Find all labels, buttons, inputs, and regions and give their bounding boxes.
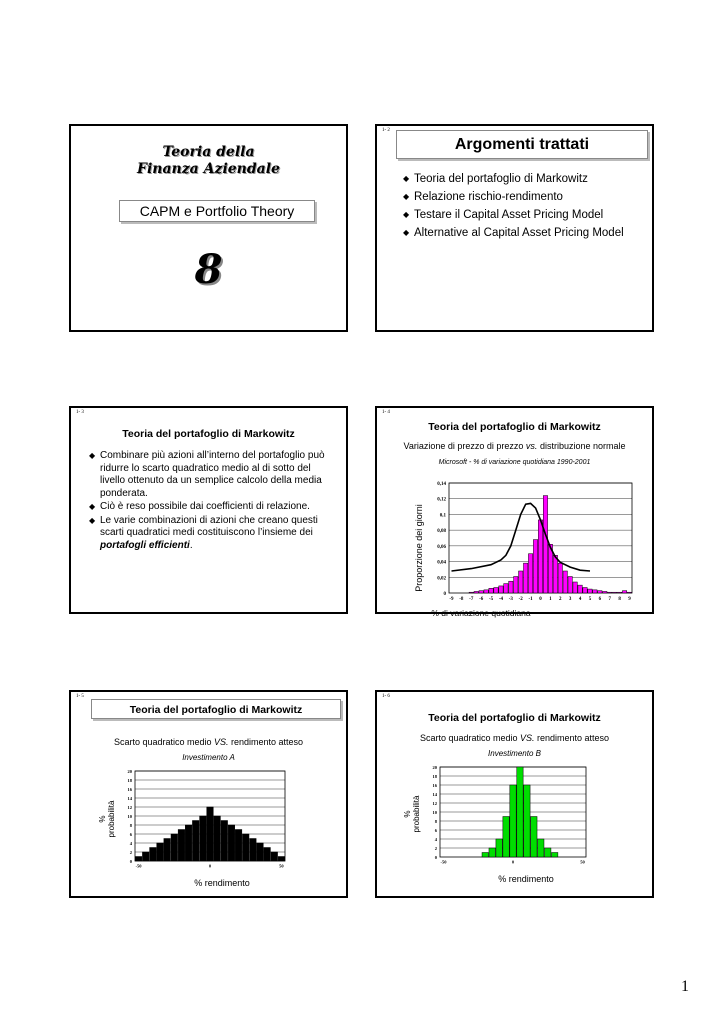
y-tick-label: 10 — [432, 810, 437, 815]
y-tick-label: 16 — [127, 787, 132, 792]
bar — [228, 825, 235, 861]
y-tick-label: 0 — [434, 855, 437, 860]
bar — [531, 817, 537, 858]
bar — [200, 816, 207, 861]
bar — [494, 588, 498, 594]
bar — [482, 853, 488, 858]
y-tick-label: 12 — [127, 805, 132, 810]
y-tick-label: 14 — [127, 796, 132, 801]
x-tick-label: 0 — [208, 863, 212, 869]
slide-5-subtitle: Scarto quadratico medio VS. rendimento atteso — [113, 737, 304, 747]
y-tick-label: 4 — [129, 841, 132, 846]
bar — [588, 589, 592, 593]
bar — [489, 588, 493, 593]
list-item: ◆ Testare il Capital Asset Pricing Model — [403, 206, 624, 224]
bar — [489, 848, 495, 857]
bar — [496, 839, 502, 857]
bar — [523, 563, 527, 593]
slide-2-topic-list — [403, 170, 624, 242]
bar — [484, 590, 488, 593]
x-tick-label: 3 — [568, 597, 572, 602]
x-tick-label: 1 — [549, 597, 552, 602]
x-tick-label: -50 — [135, 863, 142, 869]
bar — [221, 821, 228, 862]
bar — [135, 857, 142, 862]
slide-5 — [69, 690, 348, 898]
slide-2-title: Argomenti trattati — [454, 136, 590, 153]
bar — [185, 825, 192, 861]
y-tick-label: 0,14 — [437, 482, 446, 487]
bar — [598, 591, 602, 593]
slide-1-subtitle-box — [119, 200, 315, 222]
bar — [608, 592, 612, 593]
bar — [264, 848, 271, 862]
x-tick-label: 50 — [279, 863, 284, 869]
bar — [235, 830, 242, 862]
x-tick-label: -2 — [518, 597, 523, 602]
bar — [538, 839, 544, 857]
y-tick-label: 16 — [432, 783, 437, 788]
x-axis-label: % di variazione quotidiana — [431, 608, 531, 618]
bar — [469, 592, 473, 593]
y-tick-label: 6 — [434, 828, 437, 833]
diamond-bullet-icon: ◆ — [403, 210, 410, 219]
x-tick-label: 9 — [628, 597, 631, 602]
y-tick-label: 20 — [432, 765, 437, 770]
list-item: ◆ Le varie combinazioni di azioni che creano questi scarti quadratici medi costituiscono l’insieme dei portafogli efficienti. — [89, 514, 318, 551]
slide-4-title: Teoria del portafoglio di Markowitz — [428, 421, 601, 433]
bar — [242, 834, 249, 861]
slide-4-subtitle: Variazione di prezzo di prezzo vs. distribuzione normale — [403, 441, 626, 451]
diamond-bullet-icon: ◆ — [403, 192, 410, 201]
bar — [627, 592, 631, 593]
y-tick-label: 0,06 — [437, 544, 446, 550]
diamond-bullet-icon: ◆ — [89, 502, 96, 511]
y-axis-label: Proporzione dei giorni — [414, 504, 424, 592]
x-tick-label: 5 — [588, 597, 592, 602]
x-tick-label: 0 — [511, 859, 515, 865]
bar — [150, 848, 157, 862]
y-tick-label: 20 — [127, 769, 132, 774]
x-tick-label: 6 — [598, 597, 602, 602]
x-tick-label: -6 — [479, 597, 484, 602]
diamond-bullet-icon: ◆ — [89, 515, 96, 525]
x-tick-label: 2 — [559, 597, 562, 602]
bar — [499, 586, 503, 593]
bar — [278, 857, 285, 862]
bar — [514, 577, 518, 594]
x-tick-label: 7 — [608, 597, 611, 602]
list-item: ◆ Teoria del portafoglio di Markowitz — [403, 170, 624, 188]
diamond-bullet-icon: ◆ — [403, 228, 410, 237]
bar — [553, 555, 557, 593]
x-tick-label: -5 — [488, 597, 494, 602]
investment-b-histogram — [377, 762, 652, 892]
bar — [545, 848, 551, 857]
bar — [573, 582, 577, 593]
y-tick-label: 0 — [129, 859, 132, 864]
slide-3-title: Teoria del portafoglio di Markowitz — [122, 428, 295, 440]
y-tick-label: 14 — [432, 792, 437, 797]
x-tick-label: -7 — [469, 597, 474, 602]
bar — [538, 520, 542, 593]
y-tick-label: 0,04 — [437, 560, 446, 566]
y-tick-label: 12 — [432, 801, 437, 806]
y-tick-label: 0,08 — [437, 529, 446, 535]
bar — [613, 592, 617, 593]
bar — [543, 496, 547, 593]
bar — [192, 821, 199, 862]
y-tick-label: 8 — [434, 819, 437, 824]
slide-4-number: 1- 4 — [382, 410, 390, 415]
page-number: 1 — [681, 978, 689, 995]
bar — [257, 843, 264, 861]
slide-3 — [69, 406, 348, 614]
slide-5-title-box — [91, 699, 341, 719]
bar — [552, 853, 558, 858]
x-tick-label: -8 — [459, 597, 464, 602]
bar — [583, 588, 587, 594]
bar — [519, 571, 523, 593]
x-tick-label: 50 — [580, 859, 585, 865]
x-tick-label: -50 — [440, 859, 447, 865]
bar — [528, 554, 532, 593]
diamond-bullet-icon: ◆ — [89, 451, 96, 460]
x-tick-label: 8 — [618, 597, 621, 602]
slide-3-bullets — [89, 450, 337, 552]
x-axis-label: % rendimento — [194, 878, 250, 888]
slide-6-caption: Investimento B — [488, 749, 541, 758]
efficient-portfolios-term: portafogli efficienti — [100, 539, 190, 551]
bar — [271, 852, 278, 861]
list-item: ◆ Alternative al Capital Asset Pricing Model — [403, 224, 624, 242]
y-tick-label: 2 — [434, 846, 437, 851]
slide-6 — [375, 690, 654, 898]
slide-2 — [375, 124, 654, 332]
slide-6-subtitle: Scarto quadratico medio VS. rendimento atteso — [419, 733, 610, 743]
bar — [510, 785, 516, 857]
bar — [509, 581, 513, 593]
bar — [622, 591, 626, 593]
slide-2-number: 1- 2 — [382, 128, 390, 133]
bar — [178, 830, 185, 862]
bar — [171, 834, 178, 861]
x-tick-label: -1 — [528, 597, 533, 602]
y-axis-label: probabilità — [107, 800, 116, 838]
list-item: ◆ Ciò è reso possibile dai coefficienti di relazione. — [89, 501, 310, 512]
slide-5-number: 1- 5 — [76, 694, 84, 699]
bar — [563, 571, 567, 593]
bar — [479, 591, 483, 593]
y-tick-label: 4 — [434, 837, 437, 842]
bar — [504, 584, 508, 593]
y-tick-label: 8 — [129, 823, 132, 828]
bar — [578, 585, 582, 593]
bar — [474, 591, 478, 593]
slide-6-number: 1- 6 — [382, 694, 390, 699]
slide-1-subtitle: CAPM e Portfolio Theory — [139, 203, 295, 219]
bar — [157, 843, 164, 861]
y-axis-label: % — [403, 810, 412, 818]
y-tick-label: 10 — [127, 814, 132, 819]
slide-6-title: Teoria del portafoglio di Markowitz — [428, 712, 601, 724]
bar — [568, 577, 572, 594]
bar — [214, 816, 221, 861]
list-item: ◆ Combinare più azioni all’interno del portafoglio può ridurre lo scarto quadratico medio al di sotto del livello ottenuto da un semplice calcolo della media ponderata. — [89, 450, 325, 499]
x-tick-label: 0 — [539, 597, 542, 602]
slide-1-title: Teoria della Finanza Aziendale — [137, 144, 280, 177]
bar — [533, 540, 537, 593]
investment-a-histogram — [71, 766, 346, 896]
y-tick-label: 0 — [443, 592, 446, 597]
y-tick-label: 2 — [129, 850, 132, 855]
slide-4 — [375, 406, 654, 618]
slide-2-title-box — [396, 130, 648, 159]
y-tick-label: 0,1 — [439, 513, 446, 519]
bar — [603, 591, 607, 593]
microsoft-histogram — [377, 468, 652, 618]
bar — [250, 839, 257, 862]
slide-5-title: Teoria del portafoglio di Markowitz — [129, 704, 303, 716]
y-tick-label: 0,02 — [437, 576, 446, 582]
diamond-bullet-icon: ◆ — [403, 174, 410, 183]
slide-4-caption: Microsoft - % di variazione quotidiana 1990-2001 — [438, 459, 591, 466]
y-tick-label: 6 — [129, 832, 132, 837]
x-tick-label: -4 — [498, 597, 504, 602]
list-item: ◆ Relazione rischio-rendimento — [403, 188, 624, 206]
x-tick-label: -9 — [449, 597, 454, 602]
slide-1 — [69, 124, 348, 332]
bar — [503, 817, 509, 858]
x-axis-label: % rendimento — [498, 874, 554, 884]
y-axis-label: probabilità — [412, 795, 421, 833]
chapter-number: 8 — [194, 246, 223, 293]
y-tick-label: 0,12 — [437, 497, 446, 503]
bar — [164, 839, 171, 862]
bar — [207, 807, 214, 861]
y-tick-label: 18 — [127, 778, 132, 783]
slide-5-caption: Investimento A — [182, 753, 235, 762]
bar — [524, 785, 530, 857]
bar — [593, 590, 597, 593]
bar — [617, 592, 621, 593]
x-tick-label: 4 — [578, 597, 582, 602]
y-tick-label: 18 — [432, 774, 437, 779]
bar — [558, 563, 562, 593]
bar — [517, 767, 523, 857]
slide-3-number: 1- 3 — [76, 410, 84, 415]
y-axis-label: % — [98, 815, 107, 823]
x-tick-label: -3 — [508, 597, 513, 602]
bar — [142, 852, 149, 861]
